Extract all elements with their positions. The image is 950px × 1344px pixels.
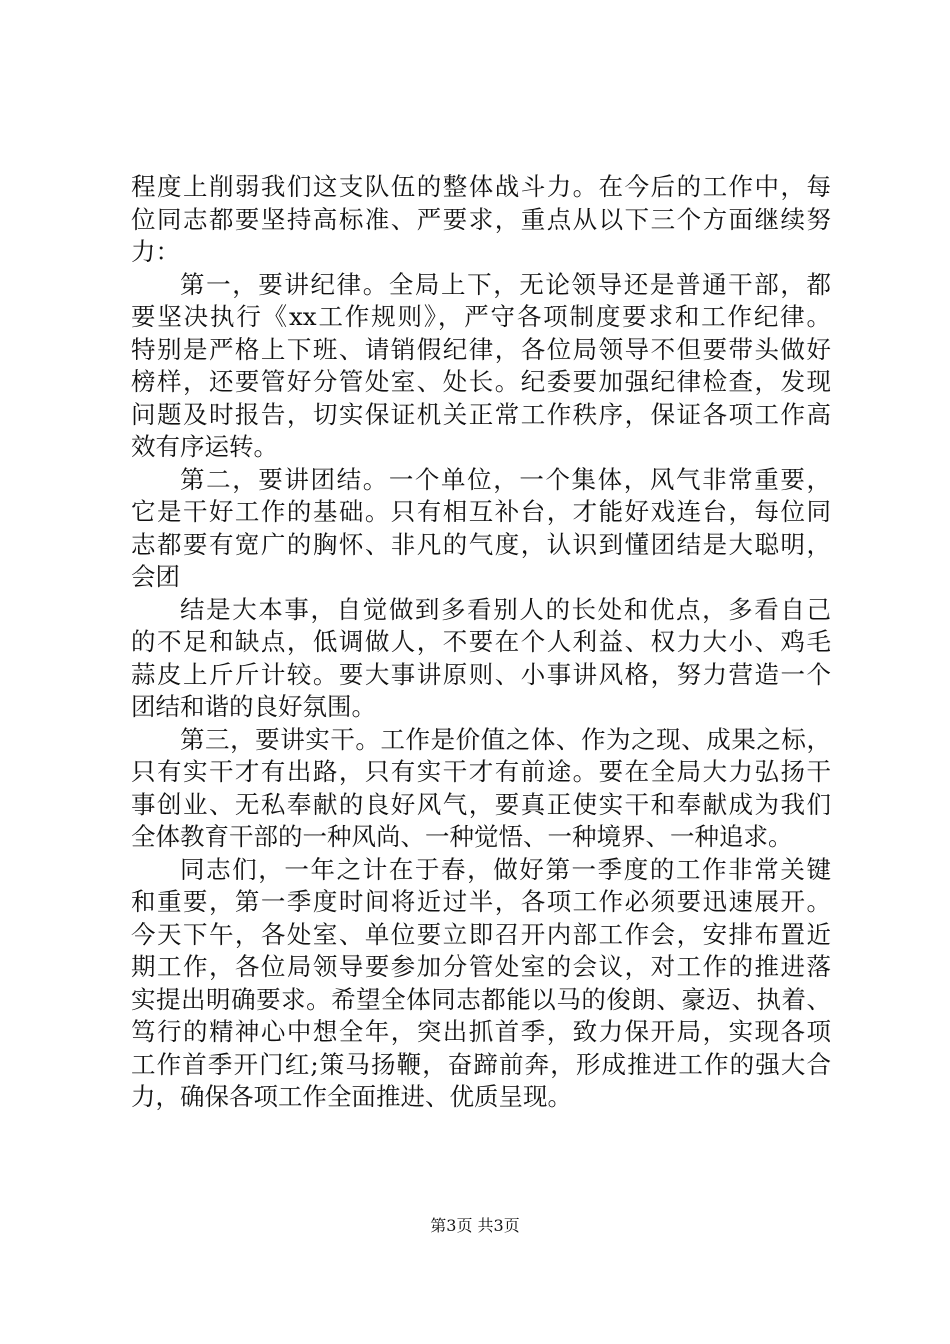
text-line: 结是大本事，自觉做到多看别人的长处和优点，多看自己 [180,594,831,624]
text-line: 团结和谐的良好氛围。 [131,692,376,721]
text-line: 和重要，第一季度时间将近过半，各项工作必须要迅速展开。 [131,887,831,916]
text-line: 的不足和缺点，低调做人，不要在个人利益、权力大小、鸡毛 [131,627,831,656]
text-line: 位同志都要坚持高标准、严要求，重点从以下三个方面继续努 [131,204,831,234]
page-number-footer: 第3页 共3页 [430,1216,520,1235]
text-line: 第二，要讲团结。一个单位，一个集体，风气非常重要， [180,464,831,494]
text-line: 只有实干才有出路，只有实干才有前途。要在全局大力弘扬干 [131,757,831,786]
text-line: 会团 [131,562,180,591]
text-line: 事创业、无私奉献的良好风气，要真正使实干和奉献成为我们 [131,789,831,819]
text-line: 榜样，还要管好分管处室、处长。纪委要加强纪律检查，发现 [131,367,831,396]
text-line: 问题及时报告，切实保证机关正常工作秩序，保证各项工作高 [131,399,831,429]
body-text [131,171,831,1114]
text-line: 工作首季开门红;策马扬鞭，奋蹄前奔，形成推进工作的强大合 [131,1049,831,1079]
text-line: 第三，要讲实干。工作是价值之体、作为之现、成果之标， [180,724,831,754]
text-line: 程度上削弱我们这支队伍的整体战斗力。在今后的工作中，每 [131,172,831,201]
text-line: 实提出明确要求。希望全体同志都能以马的俊朗、豪迈、执着、 [131,984,831,1014]
text-line: 力： [131,237,180,266]
text-line: 同志们，一年之计在于春，做好第一季度的工作非常关键 [180,854,831,884]
text-line: 它是干好工作的基础。只有相互补台，才能好戏连台，每位同 [131,497,831,526]
text-line: 第一，要讲纪律。全局上下，无论领导还是普通干部，都 [180,269,831,299]
text-line: 全体教育干部的一种风尚、一种觉悟、一种境界、一种追求。 [131,822,793,851]
text-line: 特别是严格上下班、请销假纪律，各位局领导不但要带头做好 [131,334,831,364]
text-line: 要坚决执行《xx工作规则》，严守各项制度要求和工作纪律。 [131,302,831,331]
text-line: 蒜皮上斤斤计较。要大事讲原则、小事讲风格，努力营造一个 [131,659,831,689]
text-line: 笃行的精神心中想全年，突出抓首季，致力保开局，实现各项 [131,1017,831,1046]
text-line: 今天下午，各处室、单位要立即召开内部工作会，安排布置近 [131,919,831,949]
text-line: 志都要有宽广的胸怀、非凡的气度，认识到懂团结是大聪明， [131,529,831,559]
text-line: 力，确保各项工作全面推进、优质呈现。 [131,1082,572,1111]
text-line: 期工作，各位局领导要参加分管处室的会议，对工作的推进落 [131,952,831,981]
text-line: 效有序运转。 [131,432,278,461]
